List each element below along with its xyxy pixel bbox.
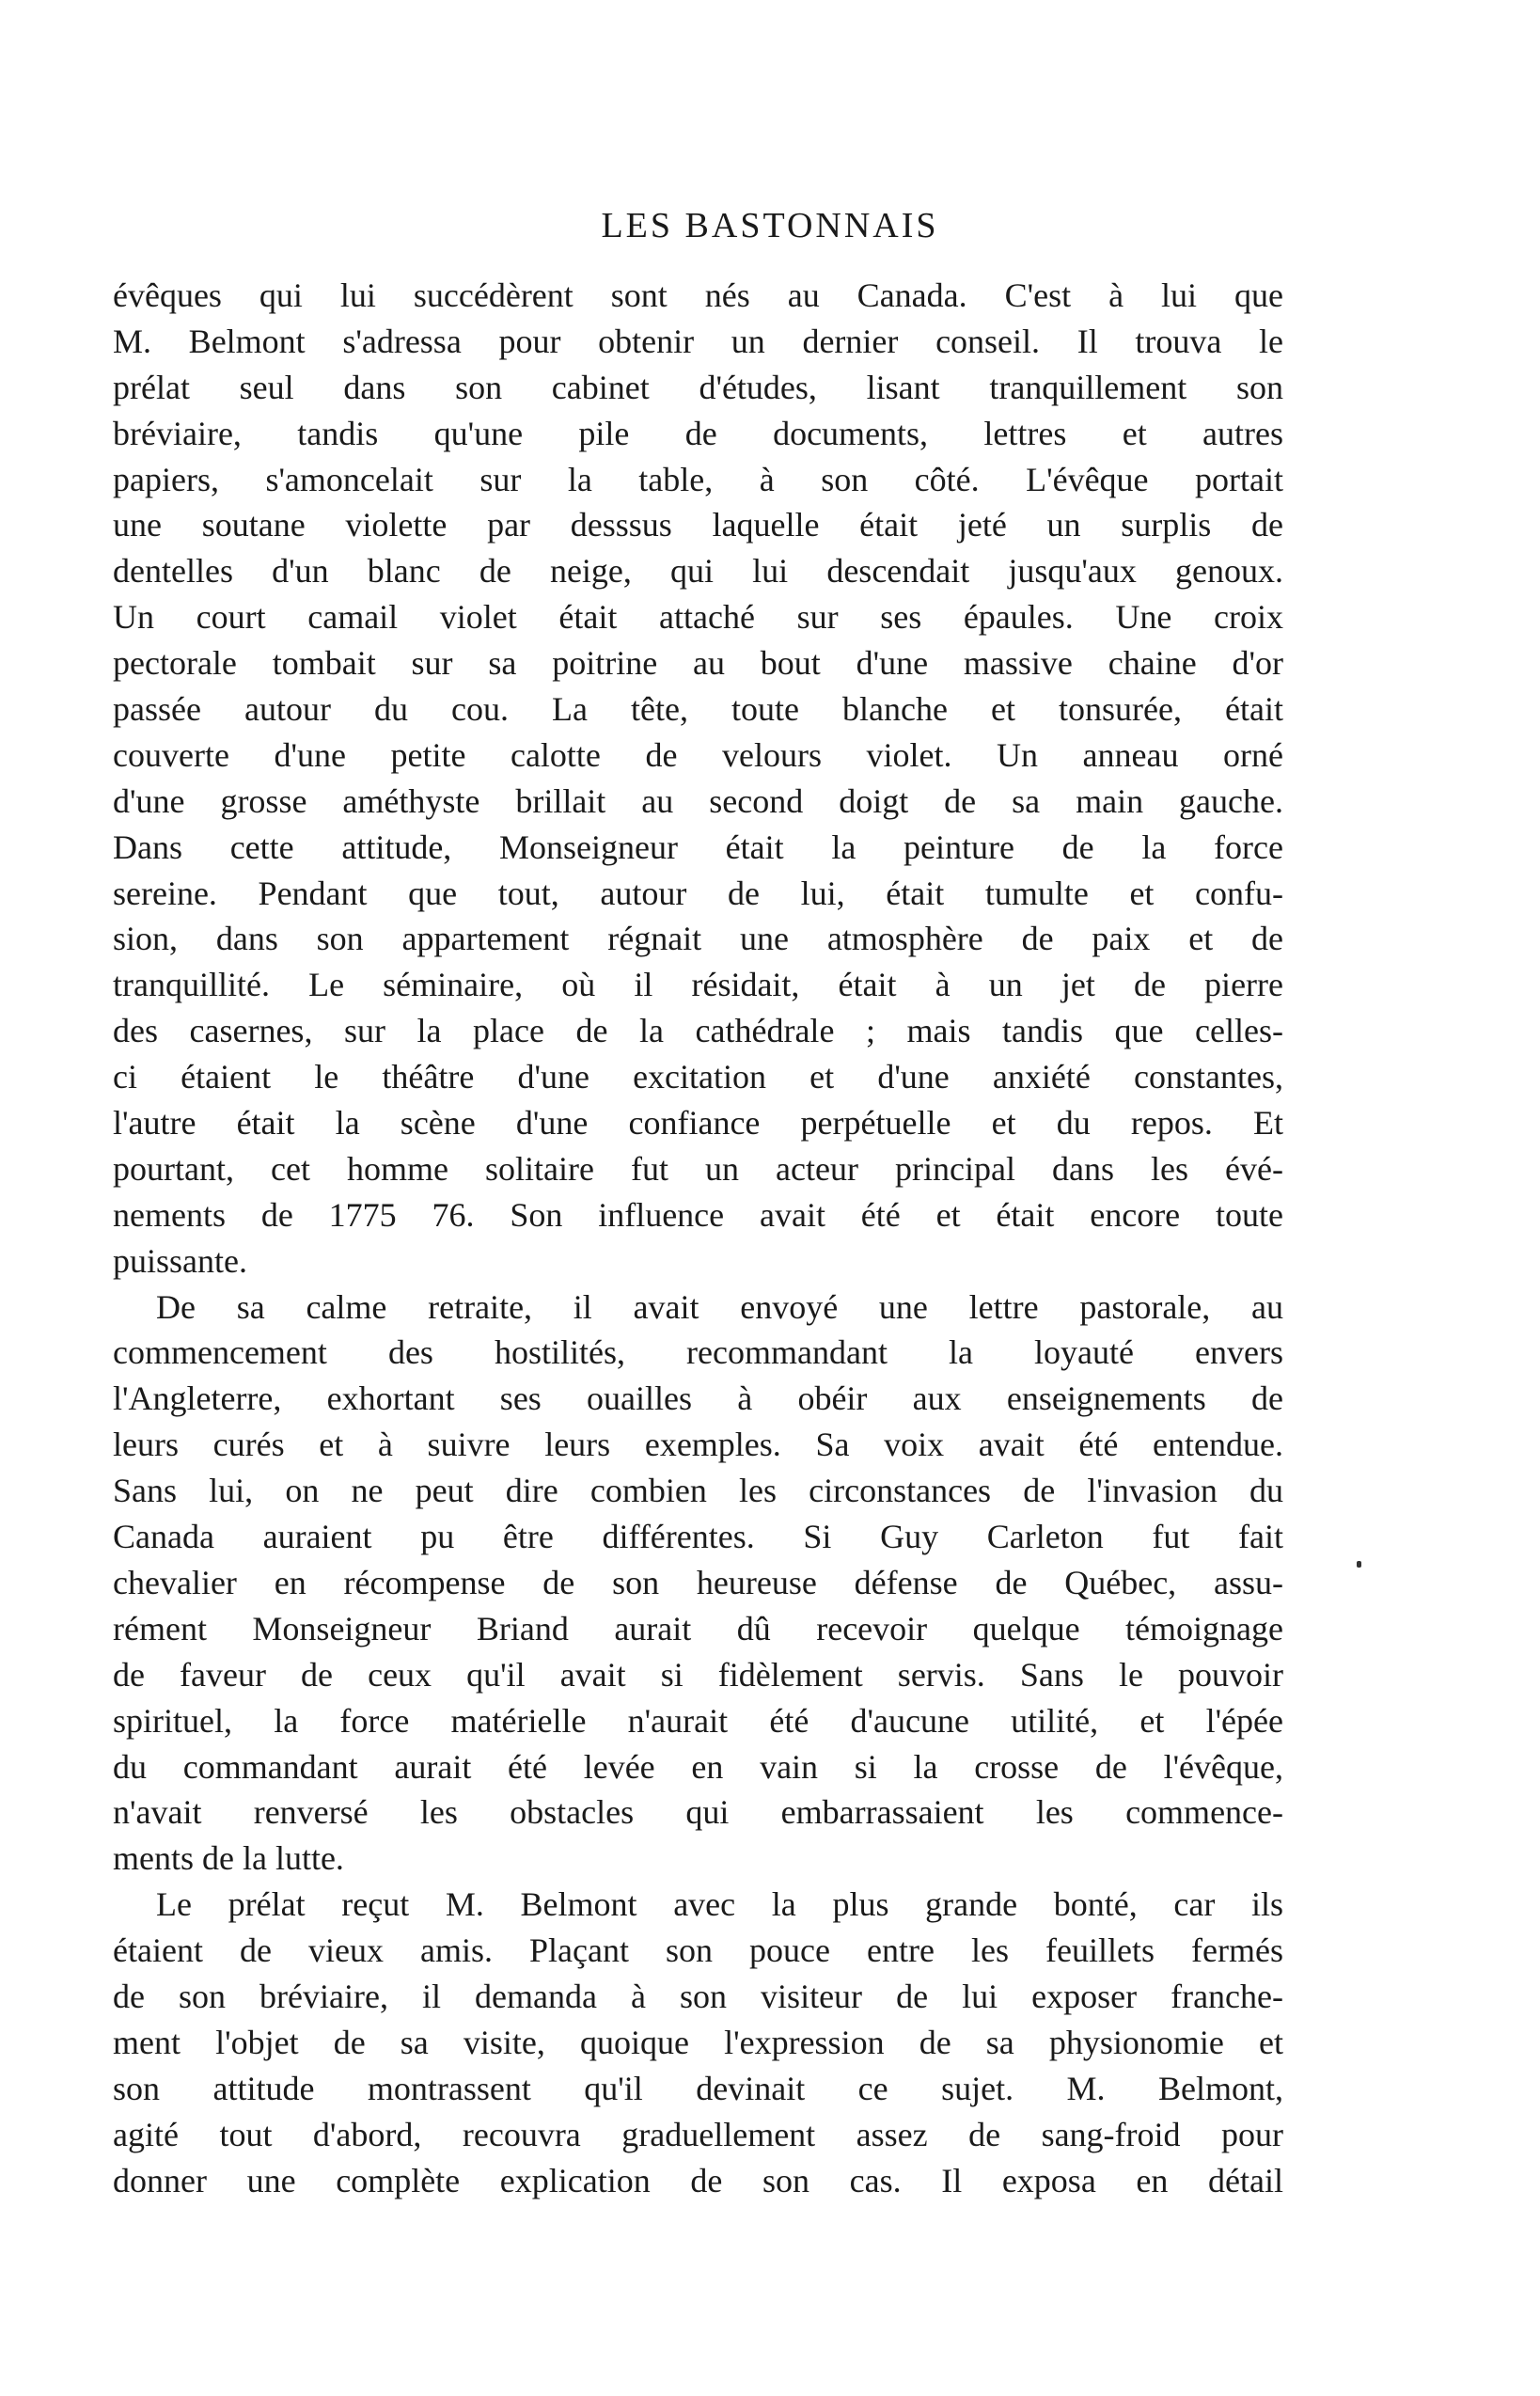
text-line: spirituel, la force matérielle n'aurait été d'aucune utilité, et l'épée <box>113 1701 1283 1740</box>
text-line: couverte d'une petite calotte de velours violet. Un anneau orné <box>113 735 1283 774</box>
text-line: son attitude montrassent qu'il devinait ce sujet. M. Belmont, <box>113 2069 1283 2107</box>
text-line: de faveur de ceux qu'il avait si fidèlement servis. Sans le pouvoir <box>113 1655 1283 1694</box>
running-head: LES BASTONNAIS <box>601 206 939 245</box>
text-line: pectorale tombait sur sa poitrine au bout d'une massive chaine d'or <box>113 644 1283 683</box>
text-line: évêques qui lui succédèrent sont nés au Canada. C'est à lui que <box>113 276 1283 314</box>
text-line: de son bréviaire, il demanda à son visiteur de lui exposer franche- <box>113 1977 1283 2015</box>
text-line: sion, dans son appartement régnait une atmosphère de paix et de <box>113 920 1283 958</box>
text-line: agité tout d'abord, recouvra graduellement assez de sang-froid pour <box>113 2115 1283 2153</box>
text-line: dentelles d'un blanc de neige, qui lui descendait jusqu'aux genoux. <box>113 552 1283 591</box>
text-line: sereine. Pendant que tout, autour de lui, était tumulte et confu- <box>113 874 1283 912</box>
text-line: prélat seul dans son cabinet d'études, lisant tranquillement son <box>113 368 1283 406</box>
text-line: chevalier en récompense de son heureuse défense de Québec, assu- <box>113 1563 1283 1601</box>
body-text <box>113 273 1283 2203</box>
text-line: M. Belmont s'adressa pour obtenir un dernier conseil. Il trouva le <box>113 322 1283 360</box>
text-line: d'une grosse améthyste brillait au second doigt de sa main gauche. <box>113 781 1283 820</box>
text-line: papiers, s'amoncelait sur la table, à son côté. L'évêque portait <box>113 460 1283 498</box>
text-line: leurs curés et à suivre leurs exemples. Sa voix avait été entendue. <box>113 1426 1283 1464</box>
text-line: étaient de vieux amis. Plaçant son pouce entre les feuillets fermés <box>113 1931 1283 1970</box>
text-line: Un court camail violet était attaché sur ses épaules. Une croix <box>113 598 1283 637</box>
paragraph-end-line: ments de la lutte. <box>113 1839 344 1878</box>
paragraph-start-line: Le prélat reçut M. Belmont avec la plus grande bonté, car ils <box>156 1885 1283 1924</box>
paragraph-start-line: De sa calme retraite, il avait envoyé une lettre pastorale, au <box>156 1287 1283 1326</box>
text-line: tranquillité. Le séminaire, où il résidait, était à un jet de pierre <box>113 966 1283 1004</box>
text-line: Canada auraient pu être différentes. Si Guy Carleton fut fait <box>113 1518 1283 1556</box>
text-line: rément Monseigneur Briand aurait dû recevoir quelque témoignage <box>113 1609 1283 1647</box>
text-line: des casernes, sur la place de la cathédrale ; mais tandis que celles- <box>113 1012 1283 1050</box>
text-line: donner une complète explication de son cas. Il exposa en détail <box>113 2161 1283 2199</box>
text-line: ci étaient le théâtre d'une excitation et d'une anxiété constantes, <box>113 1058 1283 1096</box>
text-line: nements de 1775 76. Son influence avait été et était encore toute <box>113 1195 1283 1234</box>
text-line: pourtant, cet homme solitaire fut un acteur principal dans les évé- <box>113 1149 1283 1188</box>
text-line: passée autour du cou. La tête, toute blanche et tonsurée, était <box>113 690 1283 729</box>
text-line: l'autre était la scène d'une confiance perpétuelle et du repos. Et <box>113 1104 1283 1143</box>
text-line: n'avait renversé les obstacles qui embarrassaient les commence- <box>113 1793 1283 1832</box>
text-line: du commandant aurait été levée en vain si la crosse de l'évêque, <box>113 1747 1283 1786</box>
text-line: commencement des hostilités, recommandant la loyauté envers <box>113 1333 1283 1372</box>
paragraph-end-line: puissante. <box>113 1241 247 1280</box>
text-line: l'Angleterre, exhortant ses ouailles à obéir aux enseignements de <box>113 1379 1283 1418</box>
text-line: Sans lui, on ne peut dire combien les circonstances de l'invasion du <box>113 1472 1283 1510</box>
ink-speck <box>1357 1561 1361 1568</box>
text-line: Dans cette attitude, Monseigneur était la peinture de la force <box>113 828 1283 866</box>
text-line: une soutane violette par desssus laquelle était jeté un surplis de <box>113 506 1283 544</box>
text-line: ment l'objet de sa visite, quoique l'expression de sa physionomie et <box>113 2023 1283 2061</box>
text-line: bréviaire, tandis qu'une pile de documents, lettres et autres <box>113 414 1283 452</box>
